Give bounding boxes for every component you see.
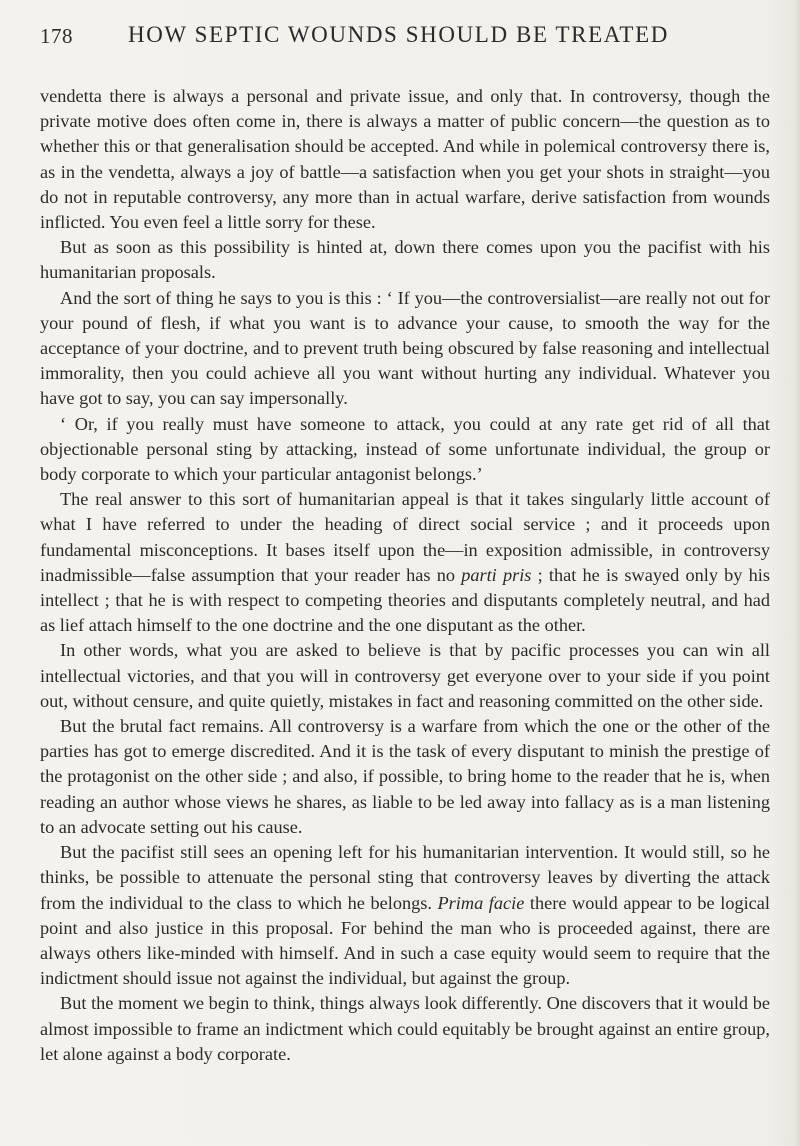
paragraph-4: ‘ Or, if you really must have someone to attack, you could at any rate get rid of all that objectionable personal sting by attacking, instead of some unfortunate individual, the group or body corporate to which your particular antagonist belongs.’	[40, 413, 770, 485]
body-text	[40, 84, 770, 1067]
italic-phrase: Prima facie	[437, 892, 525, 913]
paragraph-9: But the moment we begin to think, things always look differently. One discovers that it would be almost impossible to frame an indictment which could equitably be brought against an entire group, let alone against a body corporate.	[40, 993, 770, 1064]
paragraph-3: And the sort of thing he says to you is this : ‘ If you—the controversialist—are really not out for your pound of flesh, if what you want is to advance your cause, to smooth the way for the acceptance of your doctrine, and to prevent truth being obscured by false reasoning and intellectual immorality, then you could achieve all you want without hurting any individual. Whatever you have got to say, you can say impersonally.	[40, 287, 770, 409]
paragraph-5: The real answer to this sort of humanitarian appeal is that it takes singularly little account of what I have referred to under the heading of direct social service ; and it proceeds upon fundamental misconceptions. It bases itself upon the—in exposition admissible, in controversy inadmissible—false assumption that your reader has no parti pris ; that he is swayed only by his intellect ; that he is with respect to competing theories and disputants completely neutral, and had as lief attach himself to the one doctrine and the one disputant as the other.	[40, 489, 770, 636]
paragraph-2: But as soon as this possibility is hinted at, down there comes upon you the pacifist with his humanitarian proposals.	[40, 237, 770, 283]
page-header	[40, 22, 770, 62]
paragraph-6: In other words, what you are asked to believe is that by pacific processes you can win all intellectual victories, and that you will in controversy get everyone over to your side if you point out, without censure, and quite quietly, mistakes in fact and reasoning committed on the other side.	[40, 640, 770, 711]
italic-phrase: parti pris	[461, 564, 532, 585]
paragraph-7: But the brutal fact remains. All controversy is a warfare from which the one or the other of the parties has got to emerge discredited. And it is the task of every disputant to minish the prestige of the protagonist on the other side ; and also, if possible, to bring home to the reader that he is, when reading an author whose views he shares, as liable to be led away into fallacy as is a man listening to an advocate setting out his cause.	[40, 716, 770, 837]
paragraph-1: vendetta there is always a personal and private issue, and only that. In controversy, though the private motive does often come in, there is always a matter of public concern—the question as to whether this or that generalisation should be accepted. And while in polemical controversy there is, as in the vendetta, always a joy of battle—a satisfaction when you get your shots in straight—you do not in reputable controversy, any more than in actual warfare, derive satisfaction from wounds inflicted. You even feel a little sorry for these.	[40, 86, 770, 233]
page-number: 178	[40, 24, 73, 48]
running-head: HOW SEPTIC WOUNDS SHOULD BE TREATED	[128, 22, 669, 47]
page-edge-shadow	[794, 0, 800, 1146]
paragraph-8: But the pacifist still sees an opening left for his humanitarian intervention. It would still, so he thinks, be possible to attenuate the personal sting that controversy leaves by diverting the attack from the individual to the class to which he belongs. Prima facie there would appear to be logical point and also justice in this proposal. For behind the man who is proceeded against, there are always others like-minded with himself. And in such a case equity would seem to require that the indictment should issue not against the individual, but against the group.	[40, 842, 770, 989]
